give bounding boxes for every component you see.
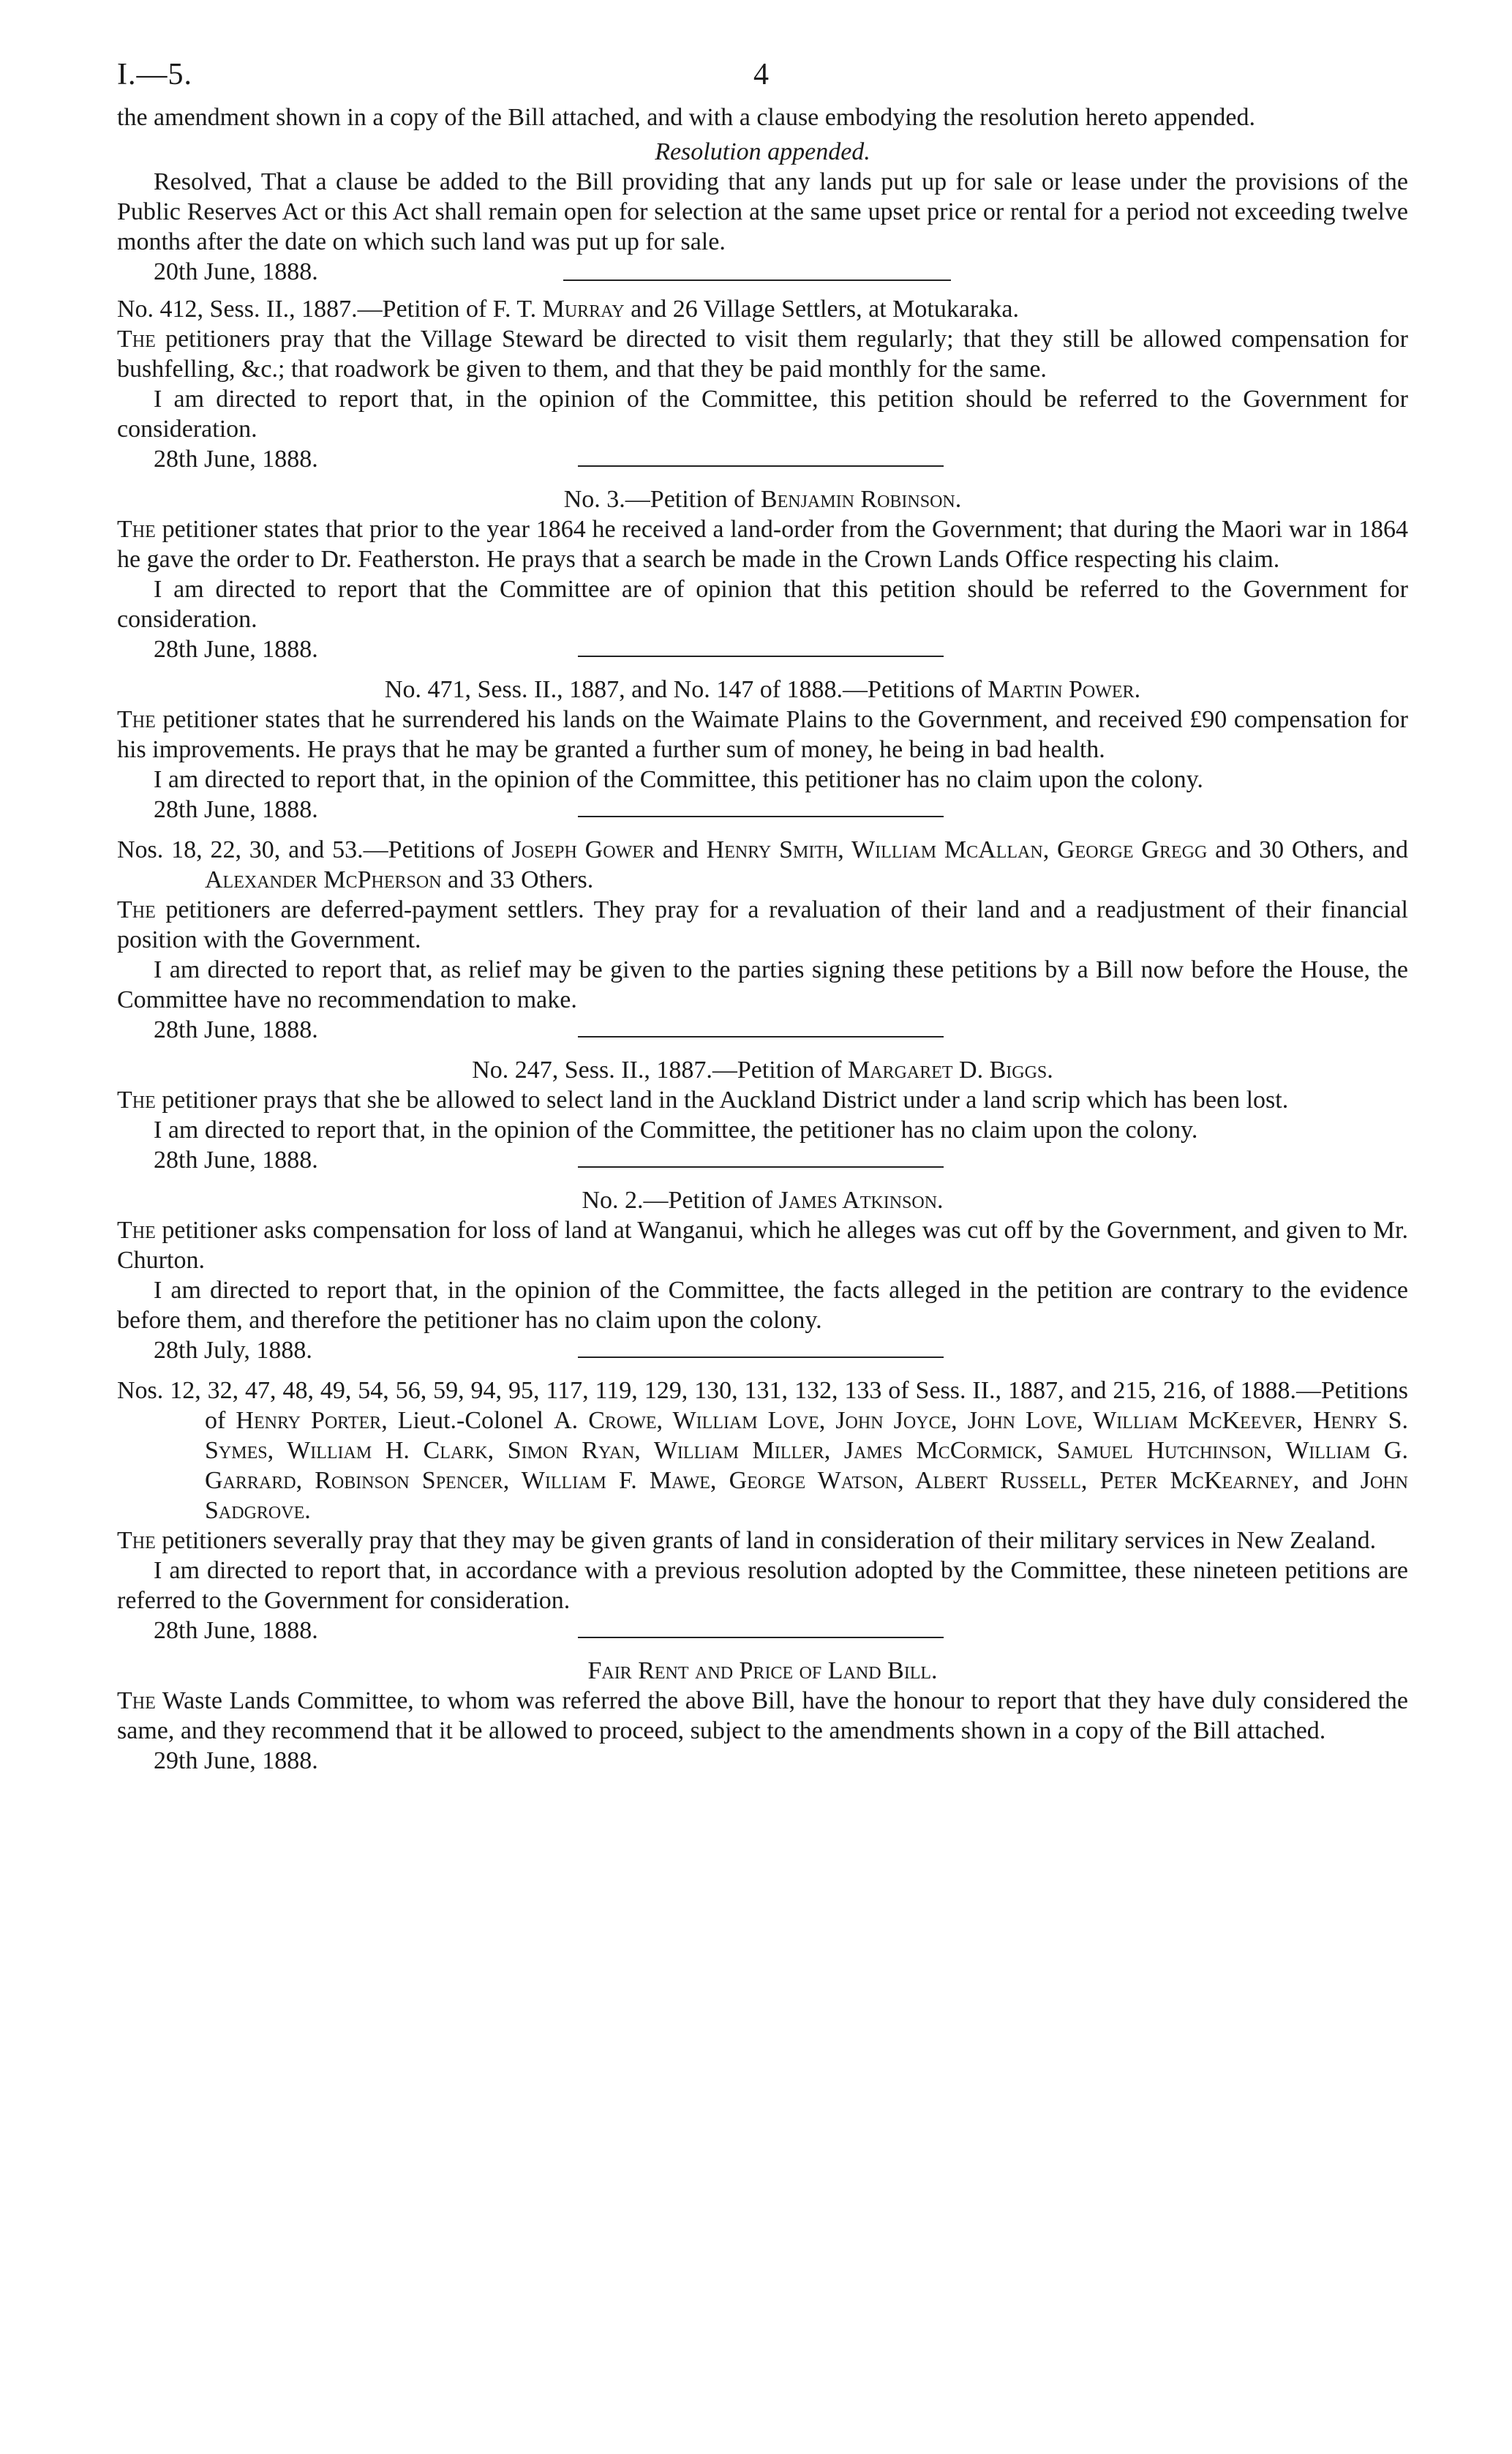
petition-body: The petitioner states that he surrendered his lands on the Waimate Plains to the Government, and received £90 compensation for his improvements. He prays that he may be granted a further sum of money, he being in bad health.: [117, 706, 1408, 763]
petition-date: 28th June, 1888.: [154, 636, 318, 663]
petition-date: 28th June, 1888.: [154, 1617, 318, 1644]
petition-heading: No. 3.—Petition of Benjamin Robinson.: [563, 486, 962, 513]
petition-heading: No. 2.—Petition of James Atkinson.: [582, 1187, 944, 1214]
page-header: [117, 51, 1408, 102]
petition-date: 28th June, 1888.: [154, 1147, 318, 1174]
section-divider: [578, 656, 944, 657]
petition-body: The petitioners are deferred-payment settlers. They pray for a revaluation of their land and a readjustment of their financial position with the Government.: [117, 896, 1408, 953]
petition-heading: No. 247, Sess. II., 1887.—Petition of Margaret D. Biggs.: [472, 1057, 1053, 1084]
petition-body: The petitioner asks compensation for loss of land at Wanganui, which he alleges was cut off by the Government, and given to Mr. Churton.: [117, 1217, 1408, 1274]
petition-report: I am directed to report that, in the opinion of the Committee, the petitioner has no claim upon the colony.: [154, 1117, 1198, 1144]
petition-heading: No. 412, Sess. II., 1887.—Petition of F. T. Murray and 26 Village Settlers, at Motukaraka.: [117, 296, 1019, 323]
bill-date: 29th June, 1888.: [154, 1747, 318, 1774]
petition-date: 28th June, 1888.: [154, 1016, 318, 1043]
page-number: 4: [753, 58, 769, 91]
section-divider: [578, 1166, 944, 1168]
resolution-text: Resolved, That a clause be added to the Bill providing that any lands put up for sale or lease under the provisions of the Public Reserves Act or this Act shall remain open for selection at the same upset price or rental for a period not exceeding twelve months after the date on which such land was put up for sale.: [117, 168, 1408, 255]
resolution-heading: Resolution appended.: [655, 138, 870, 165]
petition-report: I am directed to report that the Committee are of opinion that this petition should be referred to the Government for consideration.: [117, 576, 1408, 633]
petition-body: The petitioner prays that she be allowed to select land in the Auckland District under a land scrip which has been lost.: [117, 1087, 1289, 1114]
petition-date: 28th June, 1888.: [154, 796, 318, 823]
intro-text: the amendment shown in a copy of the Bill attached, and with a clause embodying the resolution hereto appended.: [117, 104, 1255, 131]
petition-body: The petitioners severally pray that they may be given grants of land in consideration of their military services in New Zealand.: [117, 1527, 1377, 1554]
section-divider: [578, 816, 944, 817]
section-divider: [563, 279, 951, 281]
petition-heading: Nos. 12, 32, 47, 48, 49, 54, 56, 59, 94, 95, 117, 119, 129, 130, 131, 132, 133 of Sess. II., 1887, and 215, 216, of 1888.—Petitions of Henry Porter, Lieut.-Colonel A. Crowe, William Love, John Joyce, John Love, William McKeever, Henry S. Symes, William H. Clark, Simon Ryan, William Miller, James McCormick, Samuel Hutchinson, William G. Garrard, Robinson Spencer, William F. Mawe, George Watson, Albert Russell, Peter McKearney, and John Sadgrove.: [117, 1377, 1408, 1524]
section-divider: [578, 1357, 944, 1358]
section-divider: [578, 1637, 944, 1638]
petition-heading: Nos. 18, 22, 30, and 53.—Petitions of Joseph Gower and Henry Smith, William McAllan, George Gregg and 30 Others, and Alexander McPherson and 33 Others.: [117, 836, 1409, 893]
petition-report: I am directed to report that, in the opinion of the Committee, this petition should be referred to the Government for consideration.: [117, 386, 1408, 443]
petition-body: The petitioners pray that the Village Steward be directed to visit them regularly; that they still be allowed compensation for bushfelling, &c.; that roadwork be given to them, and that they be paid monthly for the same.: [117, 326, 1408, 383]
paper-reference: I.—5.: [117, 58, 192, 91]
bill-heading: Fair Rent and Price of Land Bill.: [587, 1657, 938, 1684]
petition-report: I am directed to report that, as relief may be given to the parties signing these petitions by a Bill now before the House, the Committee have no recommendation to make.: [117, 956, 1408, 1013]
petition-date: 28th July, 1888.: [154, 1337, 312, 1364]
bill-body: The Waste Lands Committee, to whom was referred the above Bill, have the honour to report that they have duly considered the same, and they recommend that it be allowed to proceed, subject to the amendments shown in a copy of the Bill attached.: [117, 1687, 1408, 1744]
petition-report: I am directed to report that, in accordance with a previous resolution adopted by the Committee, these nineteen petitions are referred to the Government for consideration.: [117, 1557, 1408, 1614]
section-divider: [578, 465, 944, 467]
document-page: [117, 51, 1408, 1776]
petition-report: I am directed to report that, in the opinion of the Committee, the facts alleged in the petition are contrary to the evidence before them, and therefore the petitioner has no claim upon the colony.: [117, 1277, 1408, 1334]
section-divider: [578, 1036, 944, 1037]
petition-report: I am directed to report that, in the opinion of the Committee, this petitioner has no claim upon the colony.: [154, 766, 1203, 793]
petition-body: The petitioner states that prior to the year 1864 he received a land-order from the Government; that during the Maori war in 1864 he gave the order to Dr. Featherston. He prays that a search be made in the Crown Lands Office respecting his claim.: [117, 516, 1408, 573]
petition-heading: No. 471, Sess. II., 1887, and No. 147 of 1888.—Petitions of Martin Power.: [384, 676, 1141, 703]
petition-date: 28th June, 1888.: [154, 446, 318, 473]
intro-date: 20th June, 1888.: [154, 258, 318, 285]
